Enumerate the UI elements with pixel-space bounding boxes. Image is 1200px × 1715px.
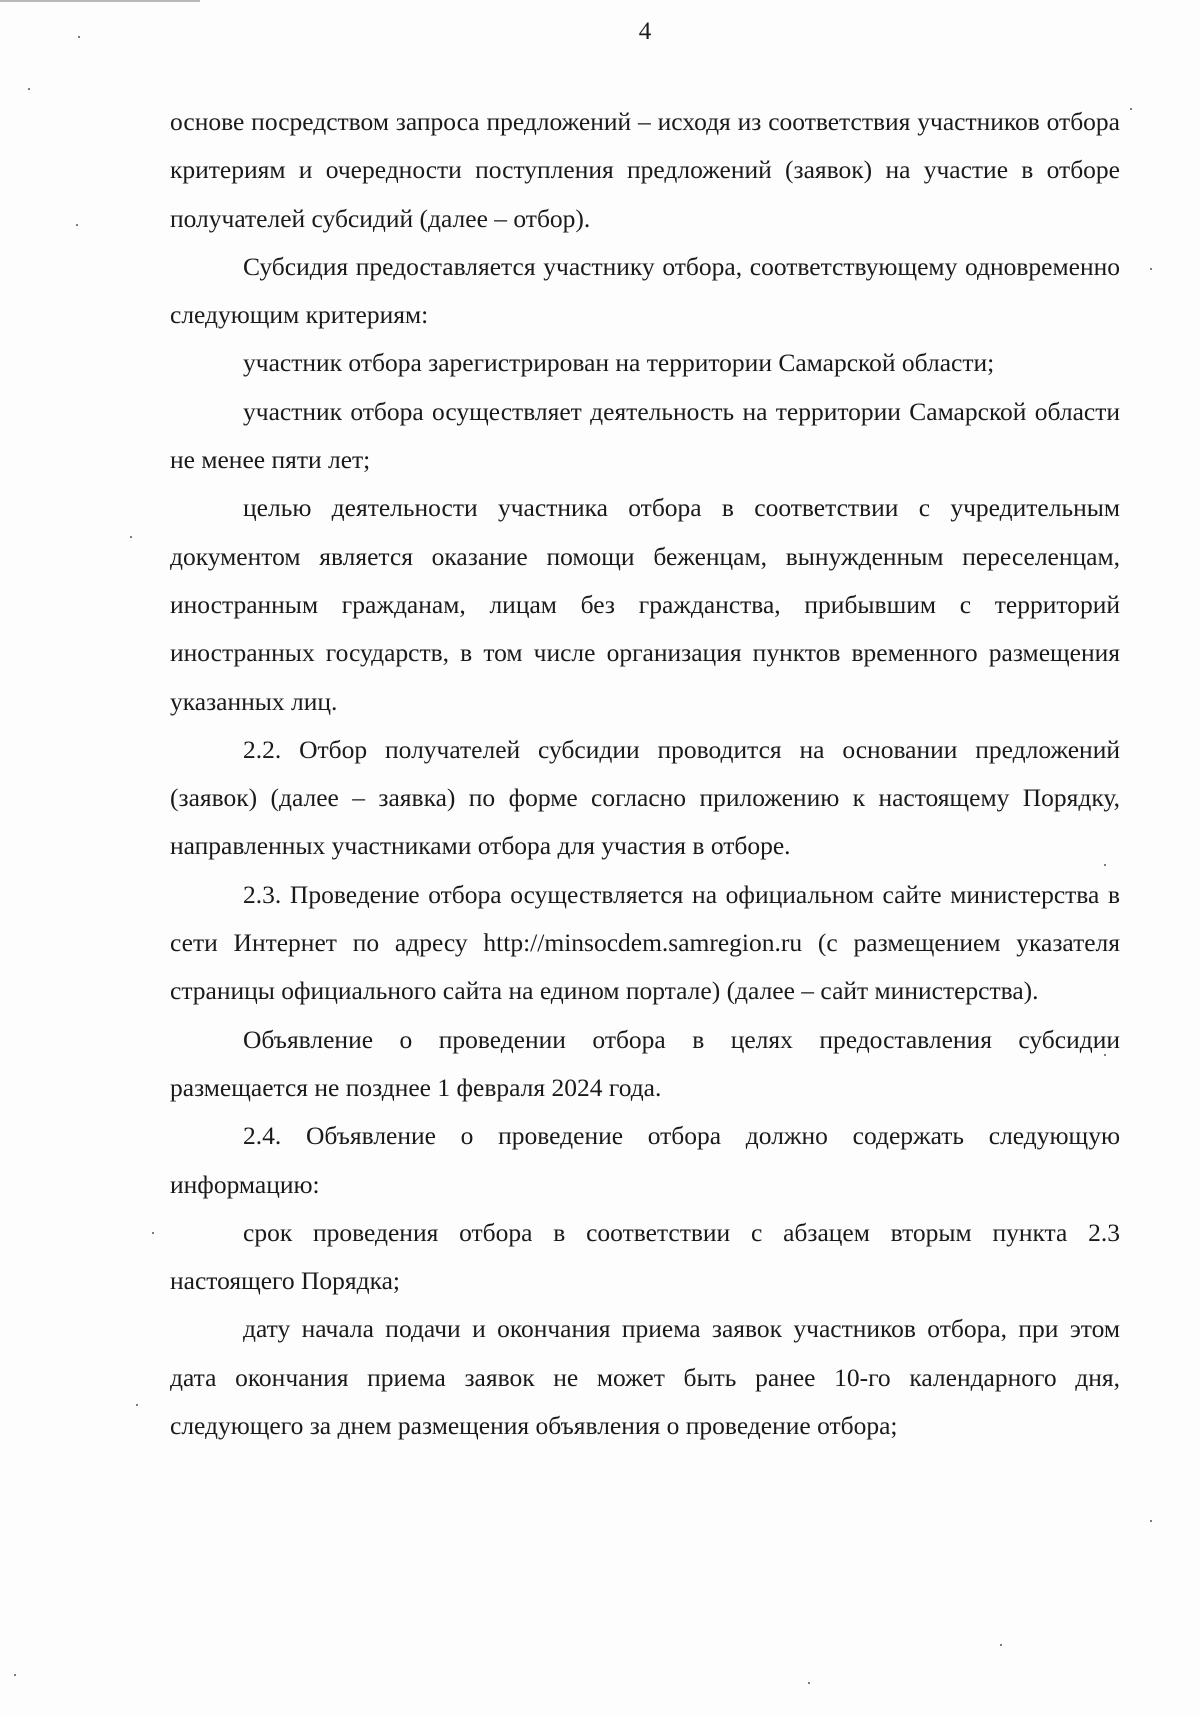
scan-speck (1104, 864, 1106, 866)
scan-speck (14, 1674, 16, 1676)
paragraph: срок проведения отбора в соответствии с абзацем вторым пункта 2.3 настоящего Порядка; (170, 1217, 1120, 1296)
paragraph: Субсидия предоставляется участнику отбора, соответствующему одновременно следующим критериям: (170, 251, 1120, 330)
scan-speck (1150, 1520, 1152, 1522)
scan-speck (152, 1232, 154, 1234)
scan-speck (1130, 108, 1132, 110)
scan-edge-line (0, 0, 200, 2)
paragraph: дату начала подачи и окончания приема заявок участников отбора, при этом дата окончания приема заявок не может быть ранее 10-го календарного дня, следующего за днем размещения объявления о проведение отбора; (170, 1314, 1120, 1441)
scan-speck (1104, 1054, 1106, 1056)
scan-speck (1000, 1644, 1002, 1646)
document-body (170, 98, 1120, 1450)
paragraph: участник отбора осуществляет деятельность на территории Самарской области не менее пяти лет; (170, 396, 1120, 475)
scan-speck (130, 536, 132, 538)
paragraph: участник отбора зарегистрирован на территории Самарской области; (243, 348, 995, 378)
paragraph: Объявление о проведении отбора в целях предоставления субсидии размещается не позднее 1 февраля 2024 года. (170, 1024, 1120, 1102)
paragraph: 2.3. Проведение отбора осуществляется на официальном сайте министерства в сети Интернет по адресу http://minsocdem.samregion.ru (с размещением указателя страницы официального сайта на едином портале) (далее – сайт министерства). (170, 879, 1120, 1006)
scan-speck (136, 1404, 138, 1406)
paragraph: целью деятельности участника отбора в соответствии с учредительным документом является оказание помощи беженцам, вынужденным переселенцам, иностранным гражданам, лицам без гражданства, прибывшим с территорий иностранных государств, в том числе организация пунктов временного размещения указанных лиц. (170, 493, 1120, 716)
paragraph: 2.4. Объявление о проведение отбора должно содержать следующую информацию: (170, 1121, 1120, 1199)
scan-speck (1150, 268, 1152, 270)
page-number: 4 (638, 18, 652, 45)
paragraph: основе посредством запроса предложений – исходя из соответствия участников отбора критериям и очередности поступления предложений (заявок) на участие в отборе получателей субсидий (далее – отбор). (170, 107, 1120, 233)
scan-speck (808, 1682, 810, 1684)
scan-speck (76, 224, 78, 226)
scan-speck (28, 88, 30, 90)
paragraph: 2.2. Отбор получателей субсидии проводится на основании предложений (заявок) (далее – заявка) по форме согласно приложению к настоящему Порядку, направленных участниками отбора для участия в отборе. (170, 734, 1120, 861)
scan-speck (78, 36, 80, 38)
